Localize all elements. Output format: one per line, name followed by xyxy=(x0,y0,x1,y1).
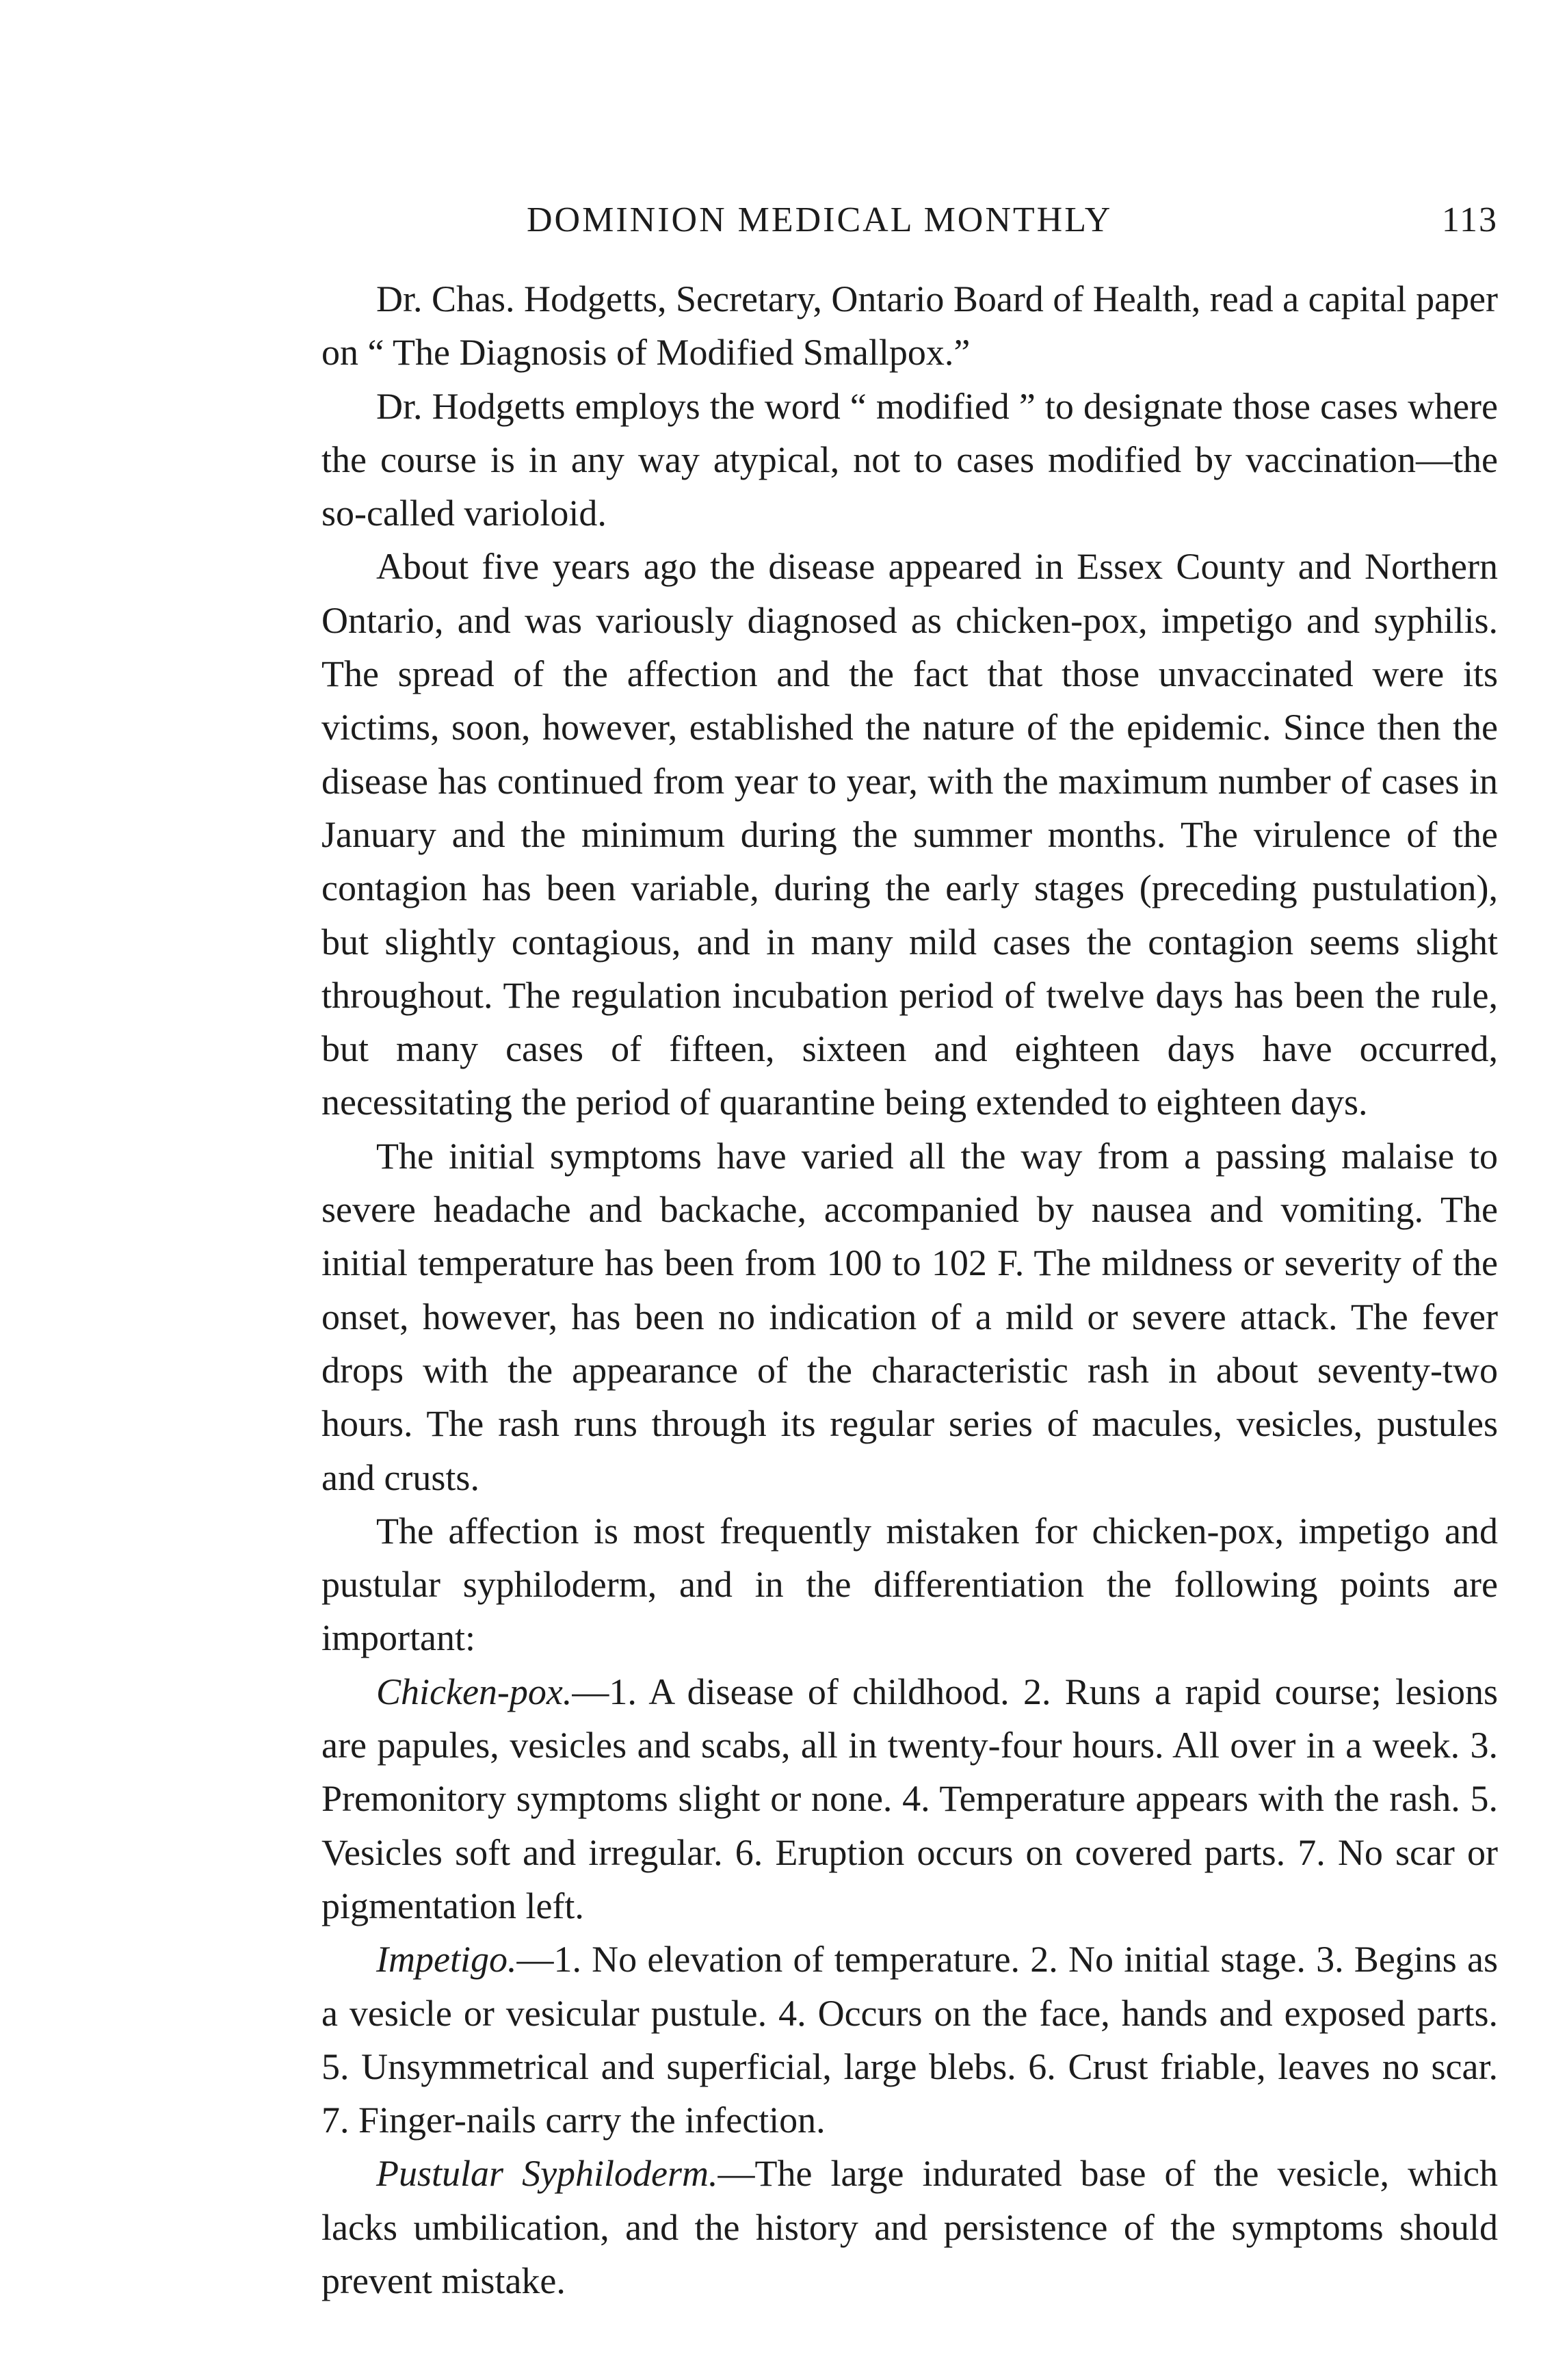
paragraph-syphiloderm xyxy=(321,2147,1498,2307)
paragraph-text: The affection is most frequently mistaken for chicken-pox, impetigo and pustular syphiloderm, and in the differentiation the following points are important: xyxy=(321,1510,1498,1659)
section-label: Chicken-pox. xyxy=(376,1671,572,1712)
paragraph-text: The initial symptoms have varied all the way from a passing malaise to severe headache and backache, accompanied by nausea and vomiting. The initial temperature has been from 100 to 102 F. The mildness or severity of the onset, however, has been no indication of a mild or severe attack. The fever drops with the appearance of the characteristic rash in about seventy-two hours. The rash runs through its regular series of macules, vesicles, pustules and crusts. xyxy=(321,1135,1498,1498)
paragraph-text: About five years ago the disease appeared in Essex County and Northern Ontario, and was variously diagnosed as chicken-pox, impetigo and syphilis. The spread of the affection and the fact that those unvaccinated were its victims, soon, however, established the nature of the epidemic. Since then the disease has continued from year to year, with the maximum number of cases in January and the minimum during the summer months. The virulence of the contagion has been variable, during the early stages (preceding pustulation), but slightly contagious, and in many mild cases the contagion seems slight throughout. The regulation incubation period of twelve days has been the rule, but many cases of fifteen, sixteen and eighteen days have occurred, necessitating the period of quarantine being extended to eighteen days. xyxy=(321,546,1498,1123)
paragraph-text: —1. A disease of childhood. 2. Runs a rapid course; lesions are papules, vesicles and scabs, all in twenty-four hours. All over in a week. 3. Premonitory symptoms slight or none. 4. Temperature appears with the rash. 5. Vesicles soft and irregular. 6. Eruption occurs on covered parts. 7. No scar or pigmentation left. xyxy=(321,1671,1498,1926)
paragraph-impetigo xyxy=(321,1933,1498,2147)
article-body xyxy=(321,272,1498,2307)
paragraph-text: —1. No elevation of temperature. 2. No initial stage. 3. Begins as a vesicle or vesicular pustule. 4. Occurs on the face, hands and exposed parts. 5. Unsymmetrical and superficial, large blebs. 6. Crust friable, leaves no scar. 7. Finger-nails carry the infection. xyxy=(321,1939,1498,2141)
section-label: Pustular Syphiloderm. xyxy=(376,2153,718,2195)
page-number: 113 xyxy=(1441,200,1498,239)
paragraph-history xyxy=(321,540,1498,1129)
paragraph-symptoms xyxy=(321,1129,1498,1504)
paragraph-intro xyxy=(321,272,1498,380)
paragraph-chicken-pox xyxy=(321,1665,1498,1933)
paragraph-text: Dr. Hodgetts employs the word “ modified ” to designate those cases where the course is in any way atypical, not to cases modified by vaccination—the so-called varioloid. xyxy=(321,385,1498,534)
section-label: Impetigo. xyxy=(376,1939,517,1980)
running-head: DOMINION MEDICAL MONTHLY xyxy=(527,200,1113,239)
paragraph-text: Dr. Chas. Hodgetts, Secretary, Ontario Board of Health, read a capital paper on “ The Diagnosis of Modified Smallpox.” xyxy=(321,278,1498,374)
paragraph-differential xyxy=(321,1504,1498,1665)
paragraph-definition xyxy=(321,380,1498,540)
page-header xyxy=(321,200,1498,254)
paragraph-text: —The large indurated base of the vesicle, which lacks umbilication, and the history and persistence of the symptoms should prevent mistake. xyxy=(321,2153,1498,2301)
